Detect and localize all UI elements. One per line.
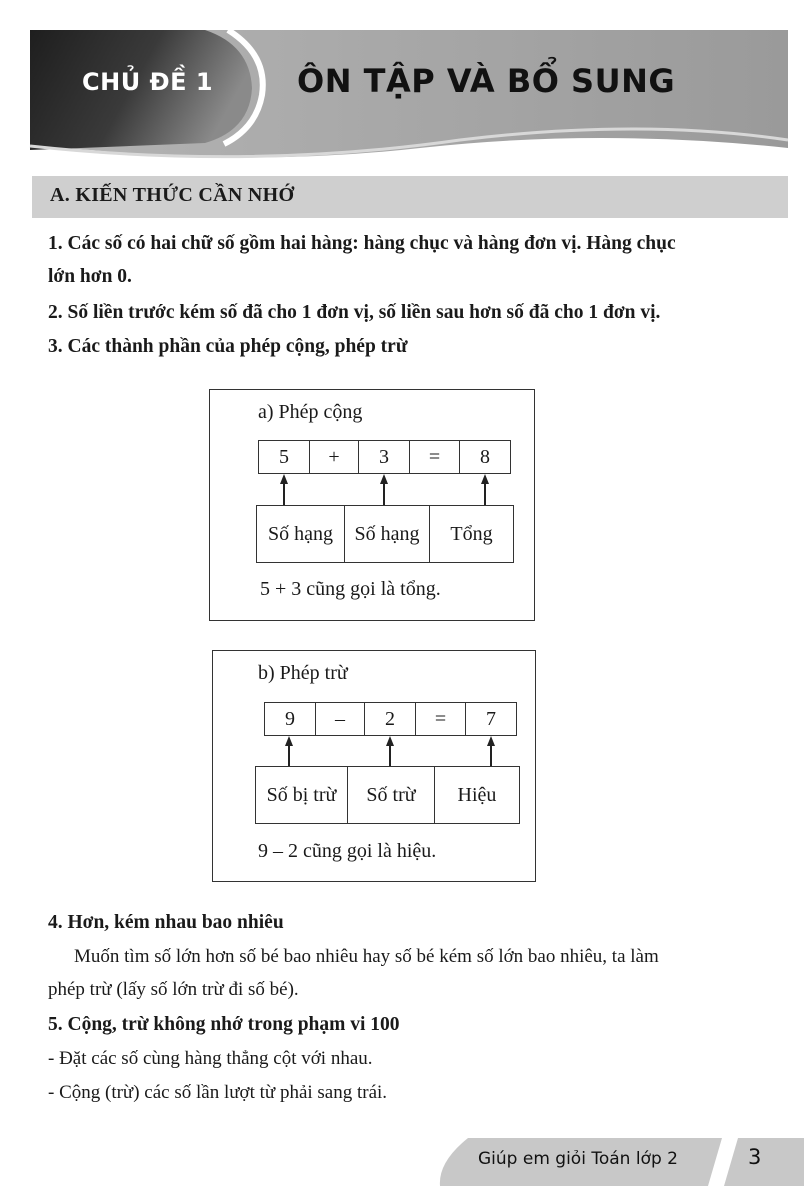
addition-note: 5 + 3 cũng gọi là tổng.: [260, 578, 441, 600]
subtraction-note: 9 – 2 cũng gọi là hiệu.: [258, 840, 437, 862]
subtraction-cell: 7: [465, 702, 517, 736]
addition-title: a) Phép cộng: [258, 401, 363, 423]
subtraction-cell: =: [415, 702, 467, 736]
addition-cell: =: [409, 440, 461, 474]
point-5-title: 5. Cộng, trừ không nhớ trong phạm vi 100: [48, 1014, 400, 1035]
arrow-stem: [490, 744, 492, 766]
addition-cell: +: [309, 440, 360, 474]
point-5-line-2: - Cộng (trừ) các số lần lượt từ phải sang trái.: [48, 1082, 388, 1103]
addition-label: Tổng: [429, 505, 514, 563]
point-1-line-1: 1. Các số có hai chữ số gồm hai hàng: hàng chục và hàng đơn vị. Hàng chục: [48, 233, 676, 254]
section-title: A. KIẾN THỨC CẦN NHỚ: [50, 184, 295, 206]
point-2: 2. Số liền trước kém số đã cho 1 đơn vị, số liền sau hơn số đã cho 1 đơn vị.: [48, 302, 661, 323]
subtraction-label: Số bị trừ: [255, 766, 348, 824]
point-3: 3. Các thành phần của phép cộng, phép trừ: [48, 336, 408, 357]
topic-label: CHỦ ĐỀ 1: [82, 68, 214, 96]
subtraction-cell: –: [315, 702, 366, 736]
page-number: 3: [748, 1145, 762, 1169]
addition-label: Số hạng: [344, 505, 431, 563]
arrow-stem: [389, 744, 391, 766]
point-4-line-1: Muốn tìm số lớn hơn số bé bao nhiêu hay số bé kém số lớn bao nhiêu, ta làm: [74, 946, 659, 967]
point-4-line-2: phép trừ (lấy số lớn trừ đi số bé).: [48, 979, 299, 1000]
footer-banner: [0, 1130, 804, 1200]
point-5-line-1: - Đặt các số cùng hàng thẳng cột với nhau.: [48, 1048, 373, 1069]
point-4-title: 4. Hơn, kém nhau bao nhiêu: [48, 912, 284, 933]
footer-book-title: Giúp em giỏi Toán lớp 2: [478, 1149, 678, 1169]
subtraction-label: Số trừ: [347, 766, 436, 824]
addition-cell: 3: [358, 440, 410, 474]
subtraction-title: b) Phép trừ: [258, 662, 348, 684]
arrow-stem: [283, 482, 285, 505]
topic-title: ÔN TẬP VÀ BỔ SUNG: [297, 62, 676, 100]
arrow-stem: [383, 482, 385, 505]
addition-label: Số hạng: [256, 505, 345, 563]
arrow-stem: [484, 482, 486, 505]
subtraction-label: Hiệu: [434, 766, 520, 824]
subtraction-cell: 2: [364, 702, 416, 736]
subtraction-cell: 9: [264, 702, 316, 736]
addition-cell: 5: [258, 440, 310, 474]
arrow-stem: [288, 744, 290, 766]
addition-cell: 8: [459, 440, 511, 474]
point-1-line-2: lớn hơn 0.: [48, 266, 132, 287]
